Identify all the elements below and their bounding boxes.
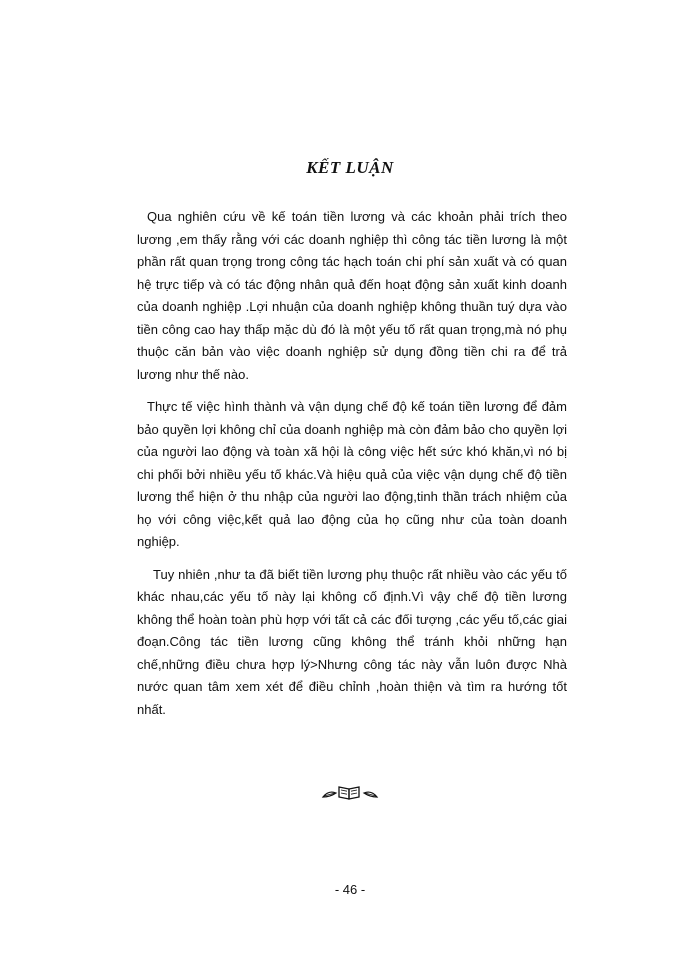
paragraph-2: Thực tế việc hình thành và vận dụng chế độ kế toán tiền lương để đảm bảo quyền lợi không chỉ của doanh nghiệp mà còn đảm bảo cho quyền lợi của người lao động và toàn xã hội là công việc hết sức khó khăn,vì nó bị chi phối bởi nhiều yếu tố khác.Và hiệu quả của việc vận dụng chế độ tiền lương thể hiện ở thu nhập của người lao động,tinh thần trách nhiệm của họ với công việc,kết quả lao động của họ cũng như của toàn doanh nghiệp. bbox=[137, 399, 567, 549]
body-text bbox=[137, 206, 567, 721]
paragraph-3: Tuy nhiên ,như ta đã biết tiền lương phụ thuộc rất nhiều vào các yếu tố khác nhau,các yếu tố này lại không cố định.Vì vậy chế độ tiền lương không thể hoàn toàn phù hợp với tất cả các đối tượng ,các yếu tố,các giai đoạn.Công tác tiền lương cũng không thể tránh khỏi những hạn chế,những điều chưa hợp lý>Nhưng công tác này vẫn luôn được Nhà nước quan tâm xem xét để điều chỉnh ,hoàn thiện và tìm ra hướng tốt nhất. bbox=[137, 566, 567, 717]
paragraph-1: Qua nghiên cứu về kế toán tiền lương và các khoản phải trích theo lương ,em thấy rằng với các doanh nghiệp thì công tác tiền lương là một phần rất quan trọng trong công tác hạch toán chi phí sản xuất và có quan hệ trực tiếp và có tác động nhân quả đến hoạt động sản xuất kinh doanh của doanh nghiệp .Lợi nhuận của doanh nghiệp không thuần tuý dựa vào tiền công cao hay thấp mặc dù đó là một yếu tố rất quan trọng,mà nó phụ thuộc căn bản vào việc doanh nghiệp sử dụng đồng tiền chi ra để trả lương như thế nào. bbox=[137, 209, 567, 382]
page-number: - 46 - bbox=[334, 882, 366, 897]
page-title: KẾT LUẬN bbox=[306, 158, 394, 177]
book-with-quills-icon bbox=[0, 783, 700, 806]
